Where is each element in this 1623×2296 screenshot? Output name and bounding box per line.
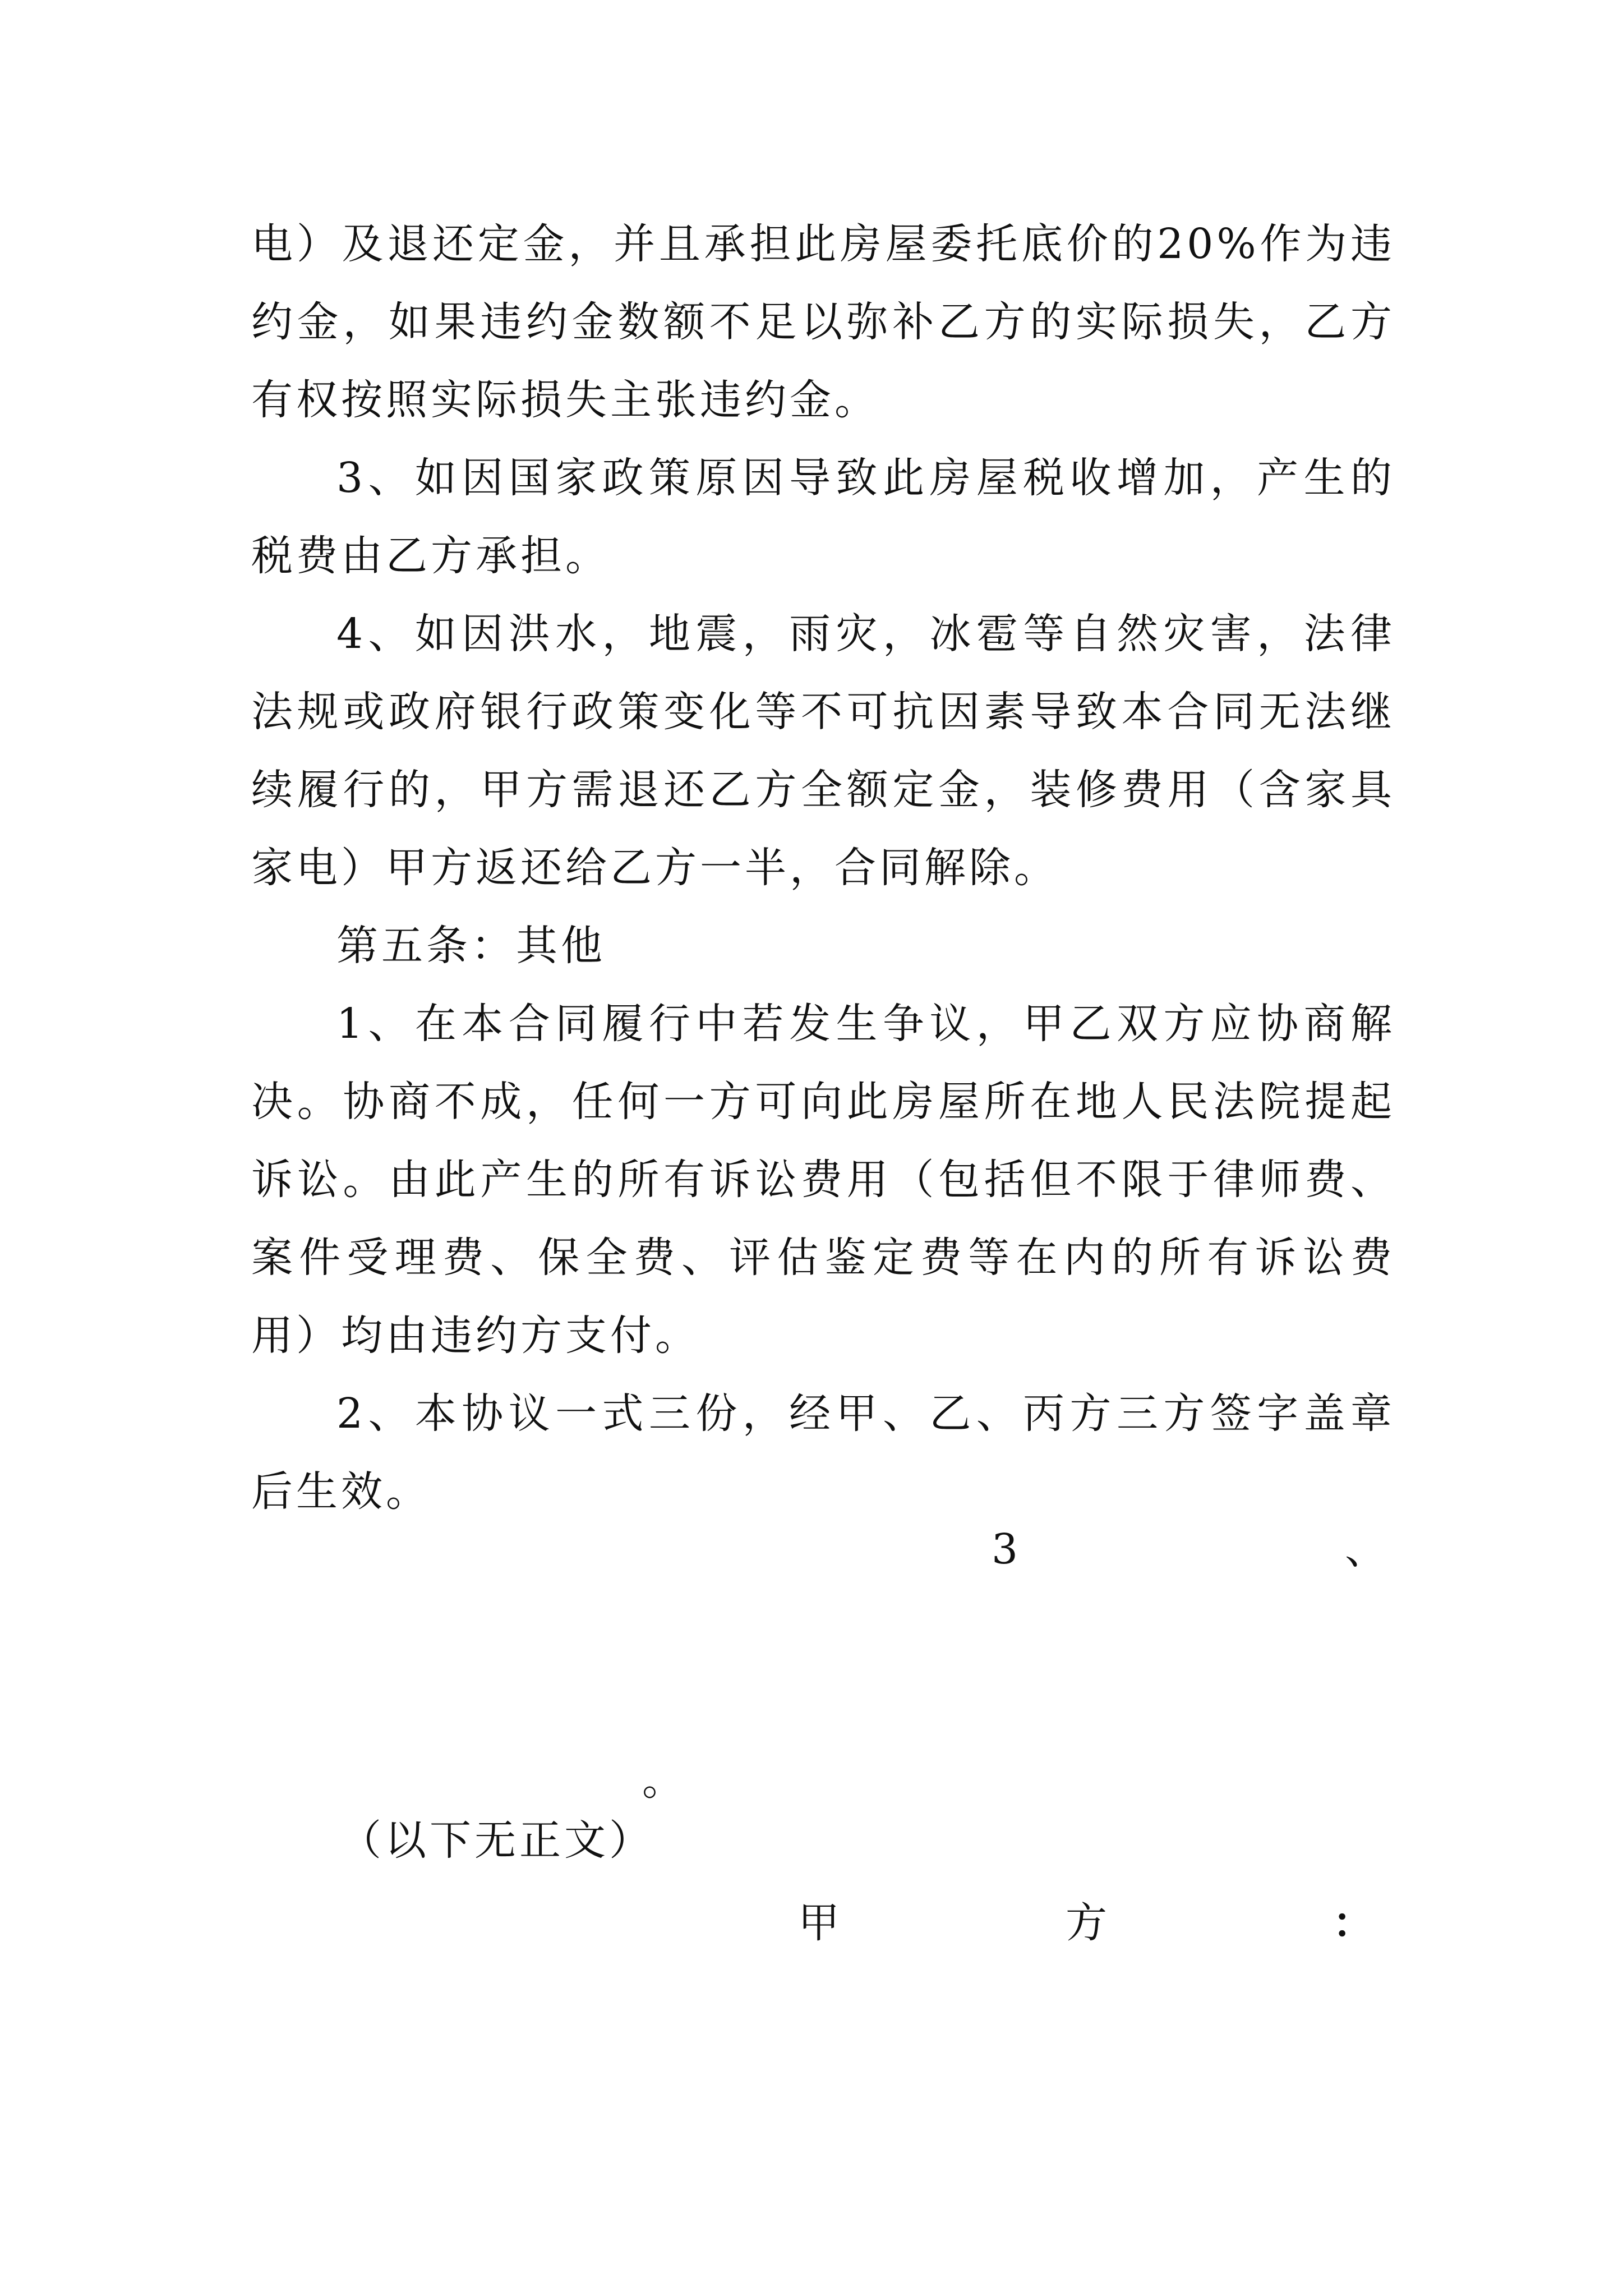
signature-party-a-char-1: 甲 [798,1899,840,1947]
paragraph-dispute-clause: 1、在本合同履行中若发生争议，甲乙双方应协商解决。协商不成，任何一方可向此房屋所在地人民法院提起诉讼。由此产生的所有诉讼费用（包括但不限于律师费、案件受理费、保全费、评估鉴定费等在内的所有诉讼费用）均由违约方支付。 [251,1000,1395,1360]
paragraph-copies-clause: 2、本协议一式三份，经甲、乙、丙方三方签字盖章后生效。 [251,1389,1395,1516]
paragraph-tax-clause: 3、如因国家政策原因导致此房屋税收增加，产生的税费由乙方承担。 [251,454,1395,580]
stray-period-fragment: 。 [642,1756,684,1805]
contract-body [251,205,1395,1531]
stray-comma-fragment: 、 [1345,1525,1386,1573]
signature-party-a-char-2: 方 [1066,1899,1107,1947]
signature-party-a-colon: ： [1332,1899,1374,1947]
stray-number-fragment: 3 [992,1525,1018,1573]
paragraph-penalty-continuation: 电）及退还定金，并且承担此房屋委托底价的20%作为违约金，如果违约金数额不足以弥补乙方的实际损失，乙方有权按照实际损失主张违约金。 [251,220,1395,424]
paragraph-force-majeure-clause: 4、如因洪水，地震，雨灾，冰雹等自然灾害，法律法规或政府银行政策变化等不可抗因素导致本合同无法继续履行的，甲方需退还乙方全额定金，装修费用（含家具家电）甲方返还给乙方一半，合同解除。 [251,610,1395,892]
no-more-text-note: （以下无正文） [340,1816,654,1865]
section-heading-article-five: 第五条：其他 [336,922,606,970]
